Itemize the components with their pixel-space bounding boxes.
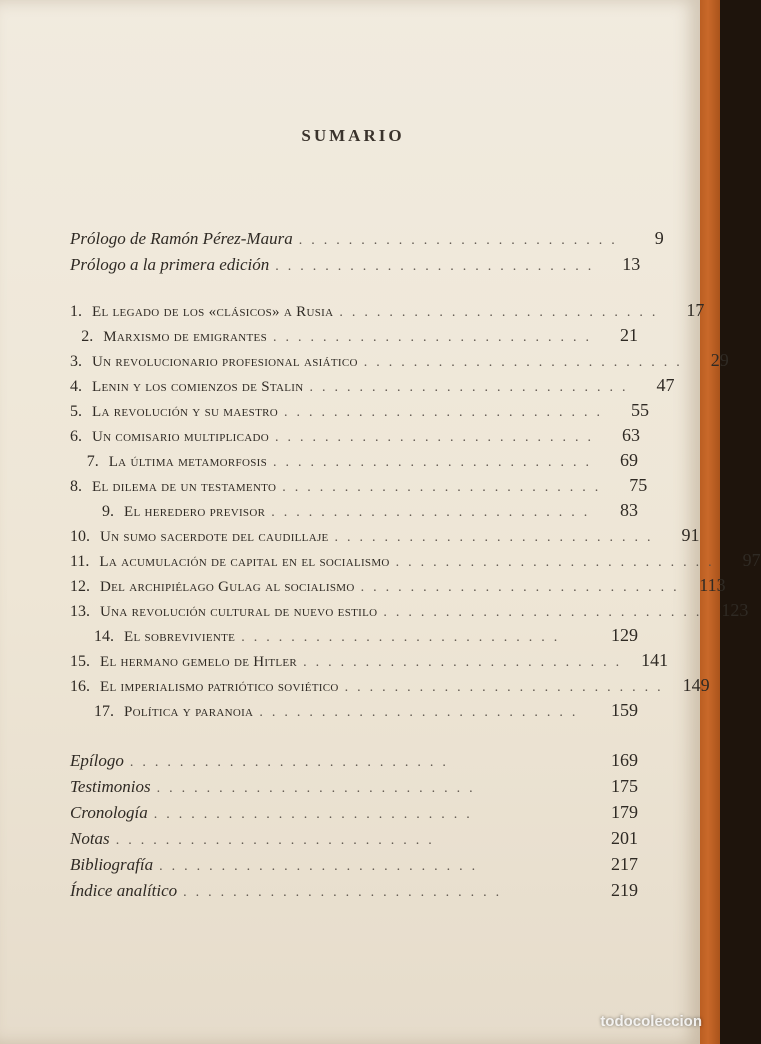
toc-dots: .......................... (363, 355, 689, 370)
toc-page: 75 (629, 475, 648, 495)
toc-number: 2. (81, 328, 94, 345)
toc-page: 63 (622, 425, 640, 445)
toc-label: La revolución y su maestro (92, 404, 278, 420)
toc-label: Un revolucionario profesional asiático (92, 354, 358, 370)
toc-label: Epílogo (70, 751, 124, 770)
toc-label: Testimonios (70, 777, 151, 796)
toc-dots: .......................... (273, 330, 598, 345)
toc-dots: .......................... (241, 630, 567, 645)
toc-dots: .......................... (183, 885, 509, 900)
toc-dots: .......................... (153, 807, 479, 822)
toc-page: 29 (710, 350, 729, 370)
toc-page: 149 (682, 675, 710, 695)
toc-label: La acumulación de capital en el socialismo (99, 554, 390, 570)
toc-entry-prelim (70, 254, 641, 282)
toc-dots: .......................... (259, 705, 585, 720)
toc-entry-backmatter (70, 802, 638, 830)
toc-number: 14. (94, 628, 114, 645)
toc-label: El heredero previsor (124, 504, 266, 520)
toc-entry-chapter (70, 675, 710, 703)
toc-entry-prelim (70, 228, 664, 256)
toc-number: 8. (70, 478, 82, 495)
toc-dots: .......................... (309, 380, 635, 395)
toc-dots: .......................... (339, 305, 665, 320)
toc-entry-backmatter (70, 750, 638, 778)
toc-page: 21 (620, 325, 638, 345)
toc-dots: .......................... (271, 505, 597, 520)
toc-page: 55 (630, 400, 649, 420)
toc-page: 201 (611, 828, 638, 848)
toc-number: 3. (70, 353, 82, 370)
toc-dots: .......................... (334, 530, 660, 545)
toc-label: Del archipiélago Gulag al socialismo (100, 579, 355, 595)
toc-number: 16. (70, 678, 90, 695)
toc-dots: .......................... (275, 259, 601, 274)
toc-label: Política y paranoia (124, 704, 254, 720)
toc-entry-chapter (70, 525, 700, 553)
toc-label: El imperialismo patriótico soviético (100, 679, 339, 695)
page-title: SUMARIO (301, 126, 405, 145)
toc-label: Lenin y los comienzos de Stalin (92, 379, 304, 395)
toc-page: 141 (641, 650, 669, 670)
toc-page: 217 (611, 854, 638, 874)
toc-page: 69 (620, 450, 638, 470)
toc-page: 123 (721, 600, 749, 620)
toc-number: 9. (102, 503, 114, 520)
toc-entry-chapter (70, 450, 638, 478)
toc-dots: .......................... (275, 430, 600, 445)
toc-page: 169 (611, 750, 638, 770)
toc-number: 6. (70, 428, 82, 445)
toc-label: Bibliografía (70, 855, 154, 874)
toc-dots: .......................... (282, 480, 608, 495)
toc-dots: .......................... (360, 580, 686, 595)
toc-entry-chapter (70, 325, 638, 353)
toc-page: 129 (611, 625, 638, 645)
toc-label: Una revolución cultural de nuevo estilo (100, 604, 378, 620)
toc-entry-chapter (70, 425, 638, 453)
toc-page: 47 (656, 375, 675, 395)
toc-page: 83 (620, 500, 638, 520)
toc-label: El dilema de un testamento (92, 479, 277, 495)
toc-number: 7. (86, 453, 99, 470)
toc-page: 219 (611, 880, 638, 900)
toc-number: 4. (70, 378, 82, 395)
toc-dots: .......................... (344, 680, 670, 695)
toc-dots: .......................... (383, 605, 709, 620)
toc-number: 12. (70, 578, 90, 595)
toc-entry-chapter (70, 625, 638, 653)
toc-page: 13 (622, 254, 641, 274)
toc-dots: .......................... (303, 655, 629, 670)
toc-label: Notas (70, 829, 110, 848)
toc-number: 1. (70, 303, 82, 320)
toc-label: Un sumo sacerdote del caudillaje (100, 529, 329, 545)
toc-label: Un comisario multiplicado (92, 429, 269, 445)
toc-number: 15. (70, 653, 90, 670)
toc-entry-chapter (70, 475, 648, 503)
toc-dots: .......................... (115, 833, 441, 848)
toc-label: Cronología (70, 803, 148, 822)
toc-page: 9 (654, 228, 664, 248)
toc-number: 13. (70, 603, 90, 620)
toc-label: Marxismo de emigrantes (103, 329, 267, 345)
toc-entry-chapter (70, 350, 729, 378)
toc-label: El sobreviviente (124, 629, 236, 645)
toc-entry-chapter (70, 400, 649, 428)
toc-dots: .......................... (156, 781, 482, 796)
toc-entry-chapter (70, 650, 669, 678)
toc-page: 175 (611, 776, 638, 796)
toc-page: 159 (611, 700, 638, 720)
toc-label: La última metamorfosis (108, 454, 267, 470)
watermark-logo: todocoleccion (600, 1013, 702, 1030)
toc-dots: .......................... (283, 405, 609, 420)
toc-entry-backmatter (70, 880, 638, 908)
toc-label: Prólogo a la primera edición (70, 255, 270, 274)
toc-entry-backmatter (70, 854, 638, 882)
toc-entry-backmatter (70, 828, 638, 856)
toc-page: 113 (699, 575, 726, 595)
toc-entry-chapter (70, 500, 638, 528)
toc-page: 97 (742, 550, 761, 570)
toc-label: Prólogo de Ramón Pérez-Maura (70, 229, 293, 248)
toc-label: El hermano gemelo de Hitler (100, 654, 298, 670)
toc-entry-backmatter (70, 776, 638, 804)
toc-entry-chapter (70, 700, 638, 728)
toc-label: Índice analítico (70, 881, 178, 900)
toc-entry-chapter (70, 300, 705, 328)
toc-label: El legado de los «clásicos» a Rusia (92, 304, 334, 320)
toc-entry-chapter (70, 375, 675, 403)
toc-dots: .......................... (273, 455, 598, 470)
toc-page: 91 (681, 525, 700, 545)
toc-entry-chapter (70, 575, 726, 603)
toc-dots: .......................... (159, 859, 485, 874)
toc-dots: .......................... (298, 233, 624, 248)
toc-entry-chapter (70, 600, 749, 628)
toc-dots: .......................... (395, 555, 721, 570)
toc-dots: .......................... (129, 755, 455, 770)
toc-page: 179 (611, 802, 638, 822)
toc-entry-chapter (70, 550, 761, 578)
toc-number: 5. (70, 403, 82, 420)
toc-number: 11. (70, 553, 90, 570)
toc-number: 10. (70, 528, 90, 545)
toc-number: 17. (94, 703, 114, 720)
toc-page: 17 (686, 300, 705, 320)
